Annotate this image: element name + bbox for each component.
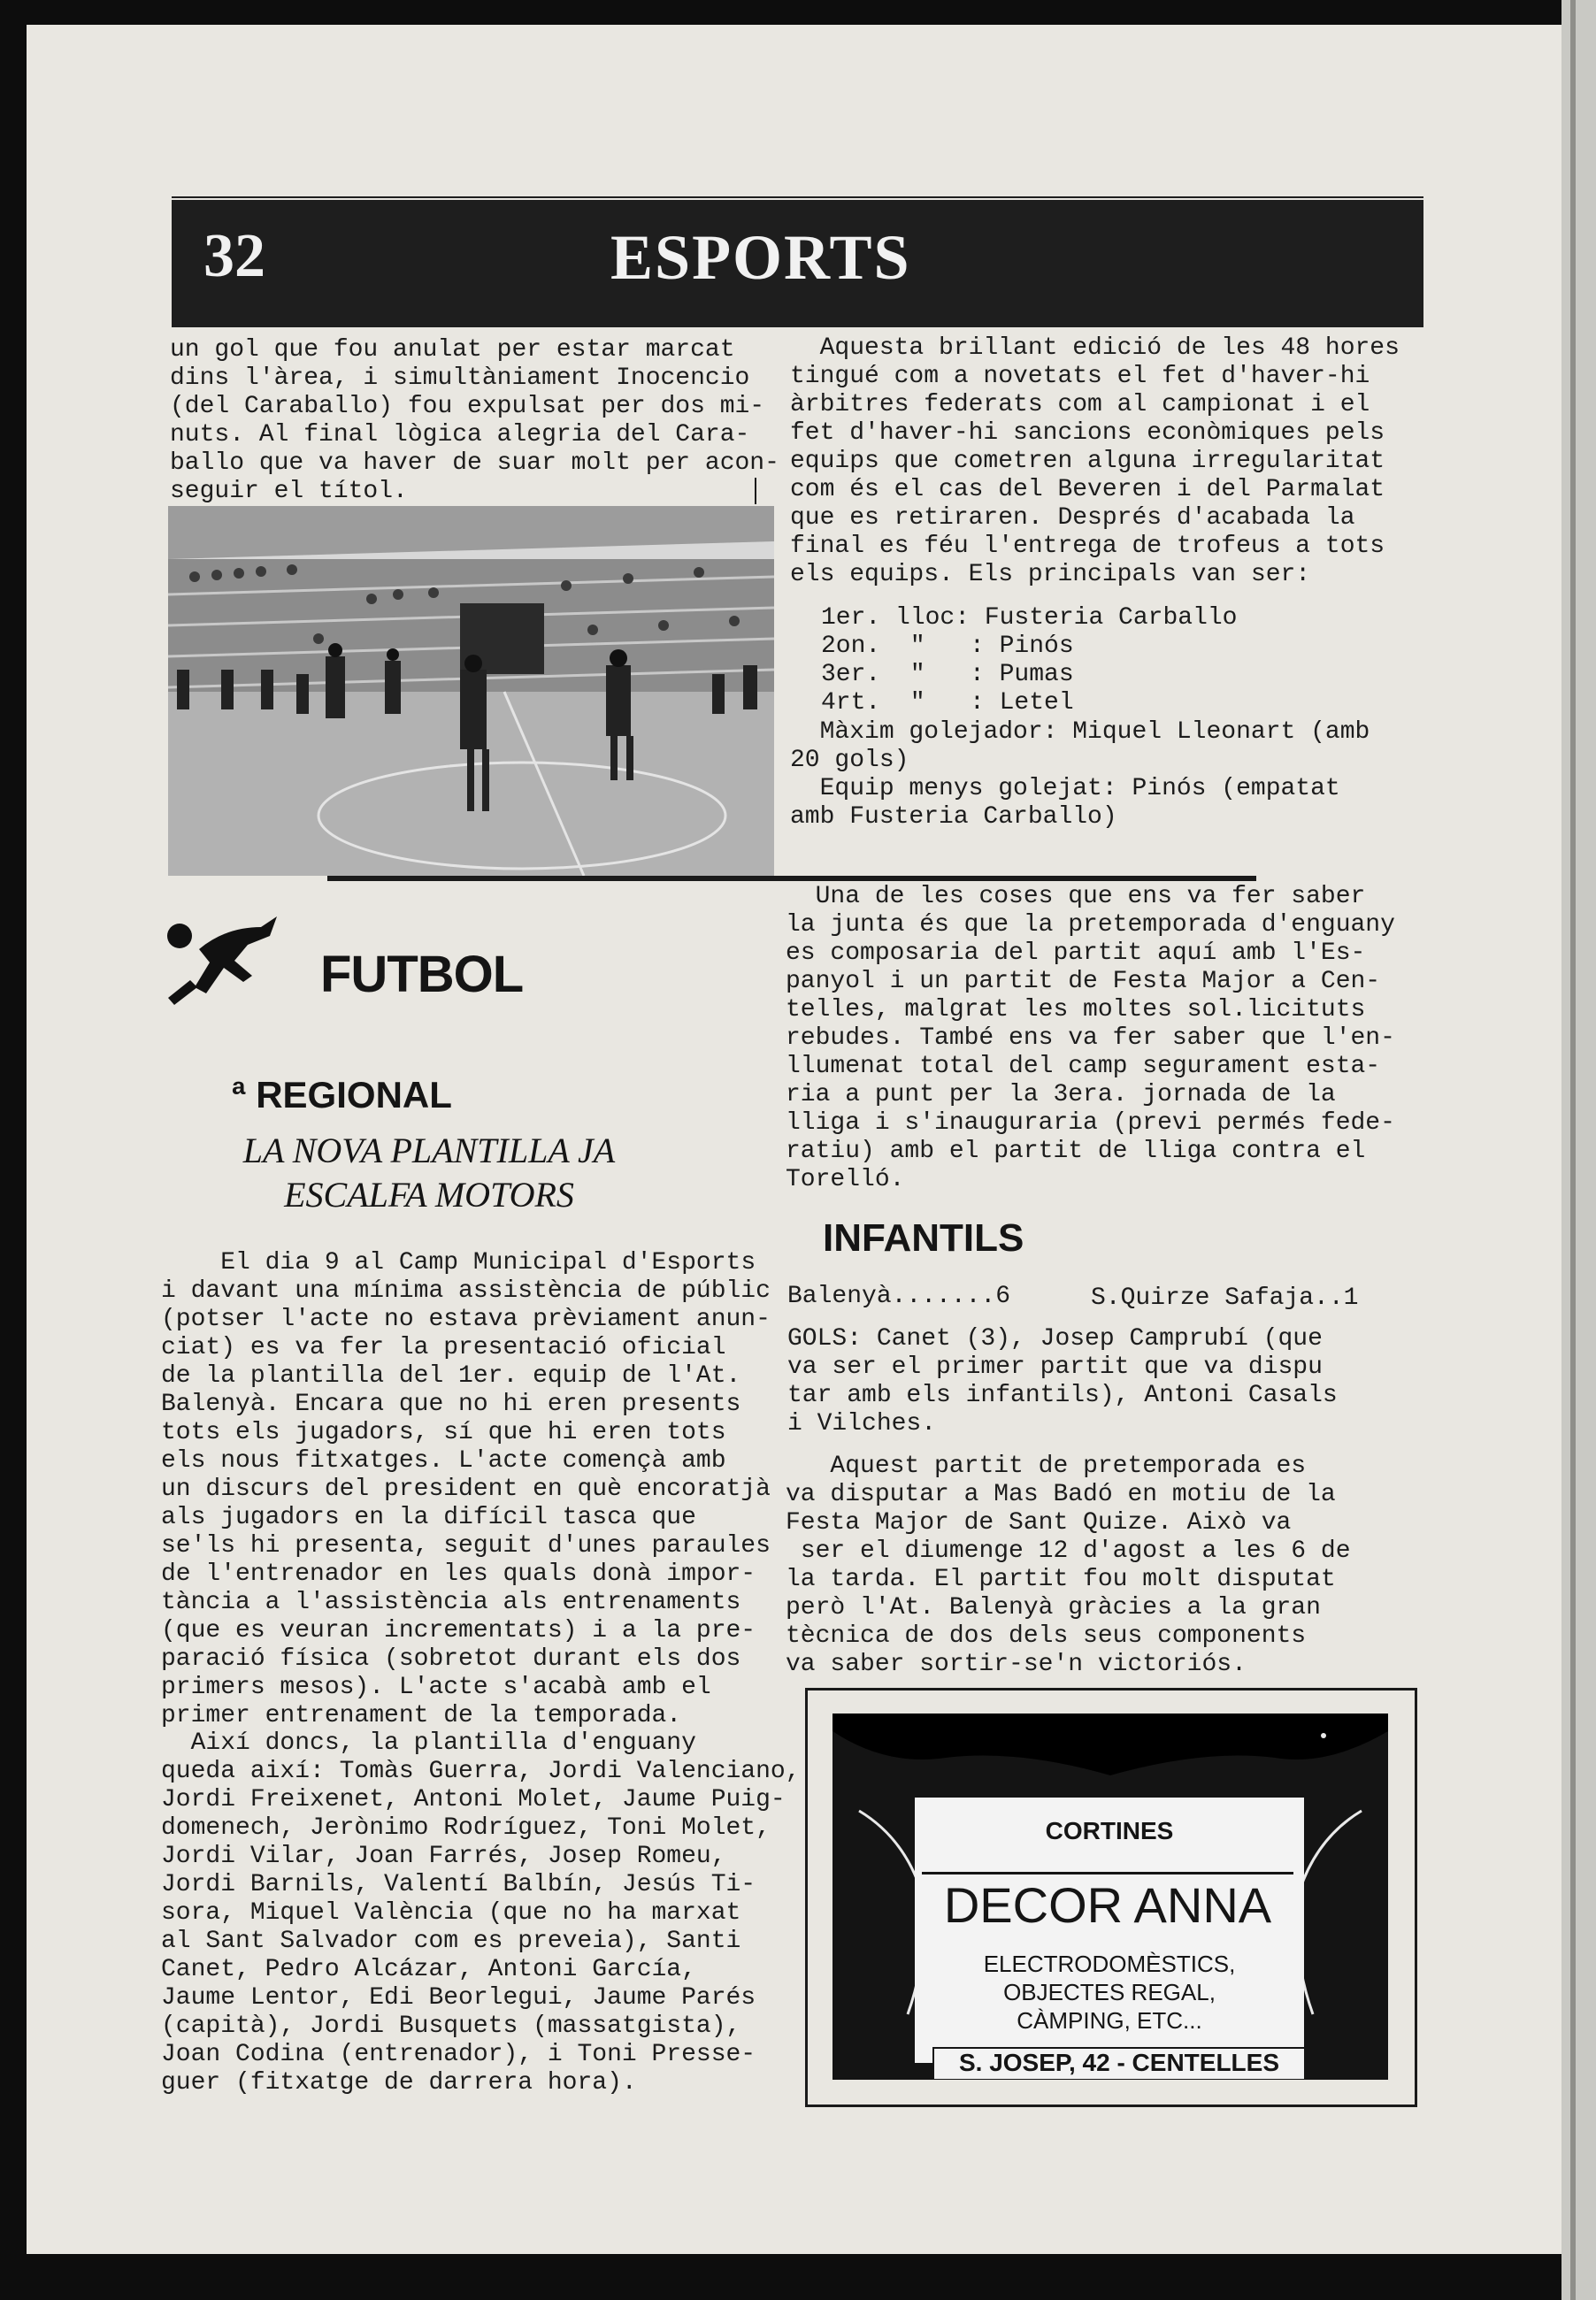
page-edge: [1561, 0, 1596, 2300]
section-divider: [327, 876, 1256, 881]
advertisement: [805, 1688, 1417, 2107]
futsal-photo-illustration: [168, 506, 774, 876]
ranking-4: 4rt. " : Letel: [821, 689, 1074, 717]
ad-cortines-label: CORTINES: [1045, 1817, 1174, 1844]
infantils-title: INFANTILS: [823, 1216, 1024, 1260]
footballer-kick-icon: [164, 909, 279, 1007]
section-title: ESPORTS: [610, 222, 911, 293]
ranking-3: 3er. " : Pumas: [821, 661, 1074, 688]
top-scorer-text: Màxim golejador: Miquel Lleonart (amb 20 gols): [790, 718, 1370, 774]
infantils-goals: GOLS: Canet (3), Josep Camprubí (que va ser el primer partit que va dispu tar amb els infantils), Antoni Casals i Vilches.: [787, 1325, 1338, 1438]
least-conceded-text: Equip menys golejat: Pinós (empatat amb Fusteria Carballo): [790, 775, 1340, 831]
ranking-2: 2on. " : Pinós: [821, 632, 1074, 660]
col2-junta-text: Una de les coses que ens va fer saber la junta és que la pretemporada d'enguany es composaria del partit aquí amb l'Es- panyol i un partit de Festa Major a Cen- telles, malgrat les moltes sol.licituts rebudes. També ens va fer saber que l'en- llumenat total del camp segurament esta- ria a punt per la 3era. jornada de la lliga i s'inauguraria (previ permés fede- ratiu) amb el partit de lliga contra el Torelló.: [786, 883, 1395, 1193]
infantils-result-home: Balenyà.......6: [787, 1283, 1011, 1310]
column-tick: [755, 478, 756, 504]
page-number: 32: [203, 222, 265, 290]
ad-business-name: DECOR ANNA: [922, 1872, 1293, 1934]
banner-rule: [172, 198, 1423, 203]
futbol-body-2: Així doncs, la plantilla d'enguany queda així: Tomàs Guerra, Jordi Valenciano, Jordi Freixenet, Antoni Molet, Jaume Puig- domenech, Jerònimo Rodríguez, Toni Molet, Jordi Vilar, Joan Farrés, Josep Romeu, Jordi Barnils, Valentí Balbín, Jesús Ti- sora, Miquel València (que no ha marxat al Sant Salvador com es preveia), Santi Canet, Pedro Alcázar, Antoni García, Jaume Lentor, Edi Beorlegui, Jaume Parés (capità), Jordi Busquets (massatgista), Joan Codina (entrenador), i Toni Presse- guer (fitxatge de darrera hora).: [161, 1729, 801, 2097]
ad-curtain-frame: [833, 1714, 1388, 2080]
rankings-list: [821, 604, 1237, 717]
page-edge-shadow: [1570, 0, 1576, 2300]
ad-text-panel: [915, 1798, 1304, 2076]
col1-intro-text: un gol que fou anulat per estar marcat dins l'àrea, i simultàniament Inocencio (del Caraballo) fou expulsat per dos mi- nuts. Al final lògica alegria del Cara- ballo que va haver de suar molt per acon- seguir el títol.: [170, 336, 779, 505]
infantils-report: Aquest partit de pretemporada es va disputar a Mas Badó en motiu de la Festa Major de Sant Quize. Això va ser el diumenge 12 d'agost a les 6 de la tarda. El partit fou molt disputat però l'At. Balenyà gràcies a la gran tècnica de dos dels seus components va saber sortir-se'n victoriós.: [786, 1453, 1351, 1678]
futbol-headline: LA NOVA PLANTILLA JA ESCALFA MOTORS: [242, 1131, 616, 1215]
division-heading: ª REGIONAL: [232, 1074, 452, 1116]
match-photo: [168, 506, 774, 876]
ranking-1: 1er. lloc: Fusteria Carballo: [821, 604, 1238, 632]
futbol-body-1: El dia 9 al Camp Municipal d'Esports i davant una mínima assistència de públic (potser l'acte no estava prèviament anun- ciat) es va fer la presentació oficial de la plantilla del 1er. equip de l'At. Balenyà. Encara que no hi eren presents tots els jugadors, sí que hi eren tots els nous fitxatges. L'acte començà amb un discurs del president en què encoratjà als jugadors en la difícil tasca que se'ls hi presenta, seguit d'unes paraules de l'entrenador en les quals donà impor- tància a l'assistència als entrenaments (que es veuran incrementats) i a la pre- paració física (sobretot durant els dos primers mesos). L'acte s'acabà amb el primer entrenament de la temporada.: [161, 1249, 771, 1729]
ad-address: S. JOSEP, 42 - CENTELLES: [932, 2047, 1306, 2080]
futbol-title: FUTBOL: [320, 946, 524, 1003]
infantils-result-away: S.Quirze Safaja..1: [1091, 1284, 1359, 1312]
ad-products: ELECTRODOMÈSTICS, OBJECTES REGAL, CÀMPING, ETC...: [983, 1951, 1236, 2034]
col2-intro-text: Aquesta brillant edició de les 48 hores tingué com a novetats el fet d'haver-hi àrbitres federats com al campionat i el fet d'haver-hi sancions econòmiques pels equips que cometren alguna irregularitat com és el cas del Beveren i del Parmalat que es retiraren. Després d'acabada la final es féu l'entrega de trofeus a tots els equips. Els principals van ser:: [790, 334, 1400, 588]
